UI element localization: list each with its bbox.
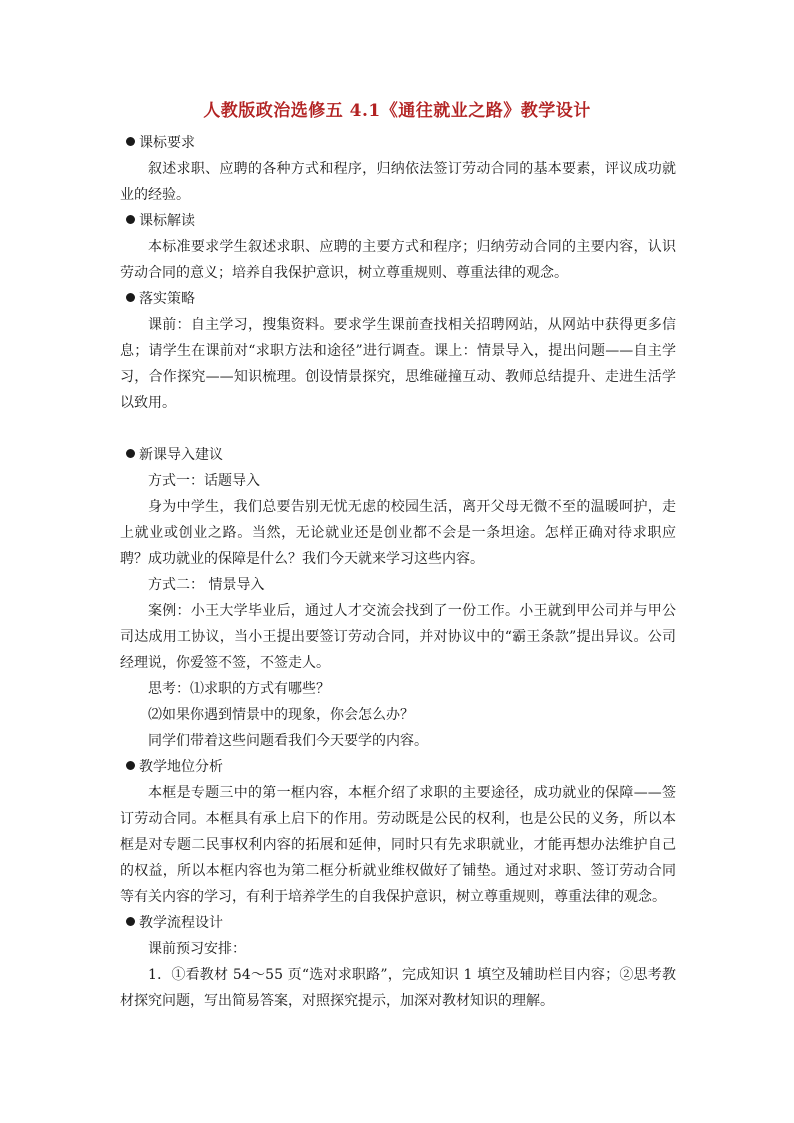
bullet-icon — [126, 761, 135, 770]
paragraph: 本标准要求学生叙述求职、应聘的主要方式和程序；归纳劳动合同的主要内容，认识劳动合同的意义；培养自我保护意识，树立尊重规则、尊重法律的观念。 — [120, 239, 676, 281]
paragraph: 课前预习安排： — [148, 941, 246, 957]
paragraph: 思考：⑴求职的方式有哪些？ — [148, 681, 330, 697]
bullet-icon — [126, 917, 135, 926]
paragraph: 同学们带着这些问题看我们今天要学的内容。 — [148, 733, 428, 749]
spacer — [120, 416, 676, 442]
bullet-icon — [126, 215, 135, 224]
paragraph: ⑵如果你遇到情景中的现象，你会怎么办？ — [148, 707, 414, 723]
bullet-icon — [126, 449, 135, 458]
section-heading: 落实策略 — [120, 286, 676, 312]
paragraph: 叙述求职、应聘的各种方式和程序，归纳依法签订劳动合同的基本要素，评议成功就业的经验。 — [120, 161, 676, 203]
paragraph: 案例：小王大学毕业后，通过人才交流会找到了一份工作。小王就到甲公司并与甲公司达成用工协议，当小王提出要签订劳动合同，并对协议中的“霸王条款”提出异议。公司经理说，你爱签不签，不签走人。 — [120, 603, 676, 671]
section-heading: 新课导入建议 — [120, 442, 676, 468]
paragraph: 方式一：话题导入 — [148, 473, 260, 489]
paragraph: 课前：自主学习，搜集资料。要求学生课前查找相关招聘网站，从网站中获得更多信息；请学生在课前对“求职方法和途径”进行调查。课上：情景导入，提出问题——自主学习，合作探究——知识梳理。创设情景探究，思维碰撞互动、教师总结提升、走进生活学以致用。 — [120, 317, 676, 411]
paragraph: 身为中学生，我们总要告别无忧无虑的校园生活，离开父母无微不至的温暖呵护，走上就业或创业之路。当然，无论就业还是创业都不会是一条坦途。怎样正确对待求职应聘？成功就业的保障是什么？我们今天就来学习这些内容。 — [120, 499, 676, 567]
paragraph: 方式二： 情景导入 — [148, 577, 265, 593]
bullet-icon — [126, 137, 135, 146]
bullet-icon — [126, 293, 135, 302]
section-heading: 教学地位分析 — [120, 754, 676, 780]
section-heading: 教学流程设计 — [120, 910, 676, 936]
paragraph: 1．①看教材 54～55 页“选对求职路”，完成知识 1 填空及辅助栏目内容；②思考教材探究问题，写出简易答案，对照探究提示，加深对教材知识的理解。 — [120, 967, 676, 1009]
document-title: 人教版政治选修五 4.1《通往就业之路》教学设计 — [203, 101, 591, 121]
section-heading: 课标解读 — [120, 208, 676, 234]
section-heading: 课标要求 — [120, 130, 676, 156]
paragraph: 本框是专题三中的第一框内容，本框介绍了求职的主要途径，成功就业的保障——签订劳动合同。本框具有承上启下的作用。劳动既是公民的权利，也是公民的义务，所以本框是对专题二民事权利内容的拓展和延伸，同时只有先求职就业，才能再想办法维护自己的权益，所以本框内容也为第二框分析就业维权做好了铺垫。通过对求职、签订劳动合同等有关内容的学习，有利于培养学生的自我保护意识，树立尊重规则，尊重法律的观念。 — [120, 785, 676, 905]
document-body — [120, 130, 676, 1014]
